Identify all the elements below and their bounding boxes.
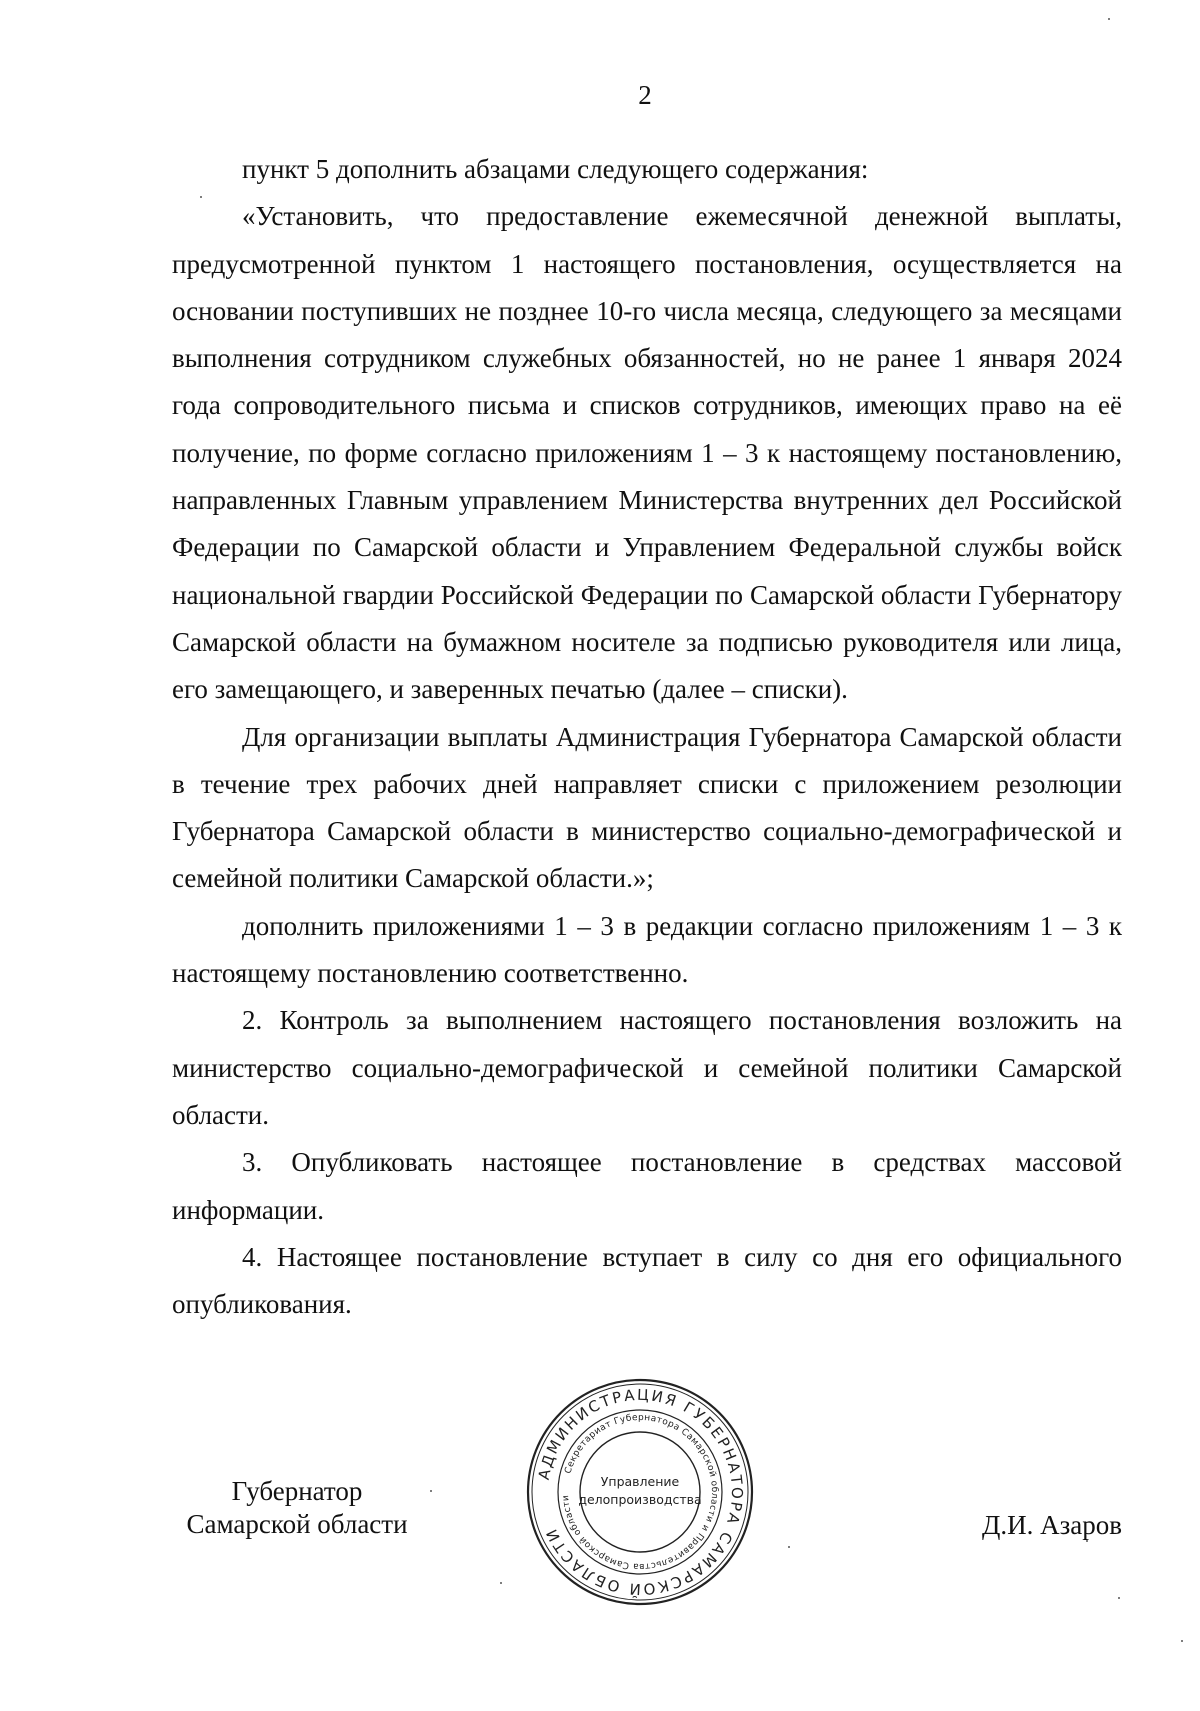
signatory-title	[172, 1475, 422, 1541]
seal-center-line-1: Управление	[600, 1474, 680, 1489]
paragraph-item-2: 2. Контроль за выполнением настоящего постановления возложить на министерство социально-демографической и семейной политики Самарской области.	[172, 1005, 1122, 1130]
seal-outer-text: АДМИНИСТРАЦИЯ ГУБЕРНАТОРА САМАРСКОЙ ОБЛАСТИ	[534, 1385, 747, 1599]
page-number: 2	[638, 80, 652, 110]
seal-inner-text: Секретариат Губернатора Самарской области и Правительства Самарской области	[561, 1412, 720, 1572]
paragraph-item-4: 4. Настоящее постановление вступает в силу со дня его официального опубликования.	[172, 1241, 1122, 1320]
official-seal-stamp	[524, 1376, 756, 1608]
paragraph-quote-2: Для организации выплаты Администрация Губернатора Самарской области в течение трех рабочих дней направляет списки с приложением резолюции Губернатора Самарской области в министерство социально-демографической и семейной политики Самарской области.»;	[172, 721, 1122, 894]
scan-speck	[200, 196, 202, 198]
scan-speck	[1108, 18, 1110, 20]
scan-speck	[430, 1490, 432, 1492]
paragraph-quote-1: «Установить, что предоставление ежемесячной денежной выплаты, предусмотренной пунктом 1 настоящего постановления, осуществляется на основании поступивших не позднее 10-го числа месяца, следующего за месяцами выполнения сотрудником служебных обязанностей, но не ранее 1 января 2024 года сопроводительного письма и списков сотрудников, имеющих право на её получение, по форме согласно приложениям 1 – 3 к настоящему постановлению, направленных Главным управлением Министерства внутренних дел Российской Федерации по Самарской области и Управлением Федеральной службы войск национальной гвардии Российской Федерации по Самарской области Губернатору Самарской области на бумажном носителе за подписью руководителя или лица, его замещающего, и заверенных печатью (далее – списки).	[172, 201, 1122, 705]
scan-speck	[1086, 1540, 1088, 1542]
signatory-title-line-1: Губернатор	[231, 1476, 363, 1506]
signatory-name: Д.И. Азаров	[981, 1510, 1122, 1540]
scan-speck	[788, 1546, 790, 1548]
scan-speck	[500, 1582, 502, 1584]
scan-speck	[1118, 1597, 1120, 1599]
scan-speck	[1181, 1640, 1183, 1642]
document-body	[172, 146, 1122, 1328]
seal-center-line-2: делопроизводства	[578, 1492, 702, 1507]
paragraph-appendix: дополнить приложениями 1 – 3 в редакции согласно приложениям 1 – 3 к настоящему постановлению соответственно.	[172, 910, 1122, 989]
paragraph-intro: пункт 5 дополнить абзацами следующего содержания:	[242, 154, 869, 184]
paragraph-item-3: 3. Опубликовать настоящее постановление в средствах массовой информации.	[172, 1147, 1122, 1225]
signatory-title-line-2: Самарской области	[186, 1509, 408, 1539]
